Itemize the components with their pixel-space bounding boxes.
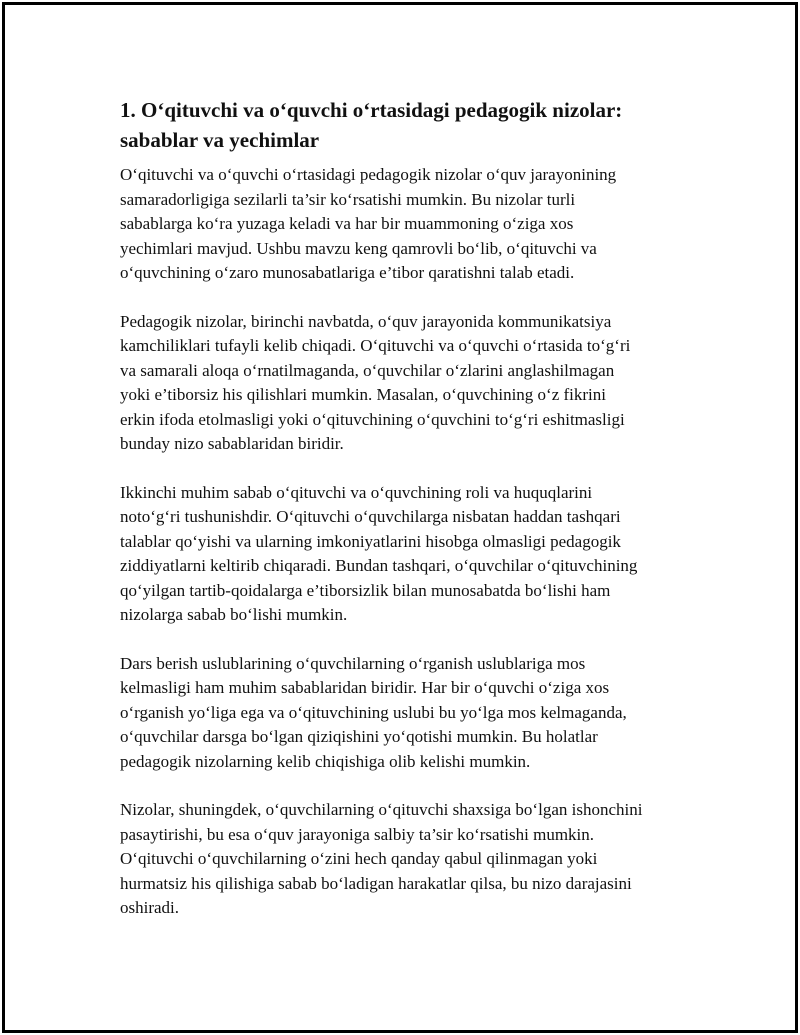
text-line: Dars berish uslublarining o‘quvchilarning o‘rganish uslublariga mos — [120, 653, 586, 673]
text-line: va samarali aloqa o‘rnatilmaganda, o‘quvchilar o‘zlarini anglashilmagan — [120, 360, 615, 380]
text-line: O‘qituvchi o‘quvchilarning o‘zini hech qanday qabul qilinmagan yoki — [120, 849, 598, 868]
text-line: o‘quvchilar darsga bo‘lgan qiziqishini yo‘qotishi mumkin. Bu holatlar — [120, 727, 598, 746]
document-body — [120, 95, 700, 945]
paragraph-3 — [120, 481, 700, 628]
paragraph-5 — [120, 798, 700, 921]
text-line: o‘quvchining o‘zaro munosabatlariga e’tibor qaratishni talab etadi. — [120, 263, 575, 282]
text-line: talablar qo‘yishi va ularning imkoniyatlarini hisobga olmasligi pedagogik — [120, 531, 621, 551]
paragraph-4 — [120, 652, 700, 775]
text-line: noto‘g‘ri tushunishdir. O‘qituvchi o‘quvchilarga nisbatan haddan tashqari — [120, 507, 621, 526]
document-title — [120, 95, 700, 155]
text-line: kamchiliklari tufayli kelib chiqadi. O‘qituvchi va o‘quvchi o‘rtasida to‘g‘ri — [120, 336, 631, 355]
text-line: samaradorligiga sezilarli ta’sir ko‘rsatishi mumkin. Bu nizolar turli — [120, 189, 576, 209]
title-line: sabablar va yechimlar — [120, 128, 320, 152]
text-line: erkin ifoda etolmasligi yoki o‘qituvchining o‘quvchini to‘g‘ri eshitmasligi — [120, 409, 625, 429]
paragraph-1 — [120, 163, 700, 286]
text-line: Pedagogik nizolar, birinchi navbatda, o‘quv jarayonida kommunikatsiya — [120, 311, 612, 331]
text-line: Ikkinchi muhim sabab o‘qituvchi va o‘quvchining roli va huquqlarini — [120, 482, 593, 502]
page-frame — [2, 2, 798, 1033]
text-line: hurmatsiz his qilishiga sabab bo‘ladigan harakatlar qilsa, bu nizo darajasini — [120, 873, 632, 893]
paragraph-2 — [120, 310, 700, 457]
text-line: sabablarga ko‘ra yuzaga keladi va har bir muammoning o‘ziga xos — [120, 214, 574, 233]
text-line: bunday nizo sabablaridan biridir. — [120, 434, 344, 453]
text-line: kelmasligi ham muhim sabablaridan biridir. Har bir o‘quvchi o‘ziga xos — [120, 678, 610, 697]
text-line: Nizolar, shuningdek, o‘quvchilarning o‘qituvchi shaxsiga bo‘lgan ishonchini — [120, 800, 643, 819]
text-line: o‘rganish yo‘liga ega va o‘qituvchining uslubi bu yo‘lga mos kelmaganda, — [120, 702, 627, 722]
text-line: nizolarga sabab bo‘lishi mumkin. — [120, 605, 348, 624]
text-line: yoki e’tiborsiz his qilishlari mumkin. Masalan, o‘quvchining o‘z fikrini — [120, 385, 607, 404]
text-line: qo‘yilgan tartib-qoidalarga e’tiborsizlik bilan munosabatda bo‘lishi ham — [120, 580, 611, 600]
text-line: yechimlari mavjud. Ushbu mavzu keng qamrovli bo‘lib, o‘qituvchi va — [120, 238, 597, 258]
text-line: oshiradi. — [120, 898, 180, 917]
text-line: pedagogik nizolarning kelib chiqishiga olib kelishi mumkin. — [120, 751, 531, 771]
text-line: O‘qituvchi va o‘quvchi o‘rtasidagi pedagogik nizolar o‘quv jarayonining — [120, 165, 617, 184]
text-line: ziddiyatlarni keltirib chiqaradi. Bundan tashqari, o‘quvchilar o‘qituvchining — [120, 556, 638, 575]
text-line: pasaytirishi, bu esa o‘quv jarayoniga salbiy ta’sir ko‘rsatishi mumkin. — [120, 824, 595, 844]
title-line: 1. O‘qituvchi va o‘quvchi o‘rtasidagi pedagogik nizolar: — [120, 98, 623, 122]
